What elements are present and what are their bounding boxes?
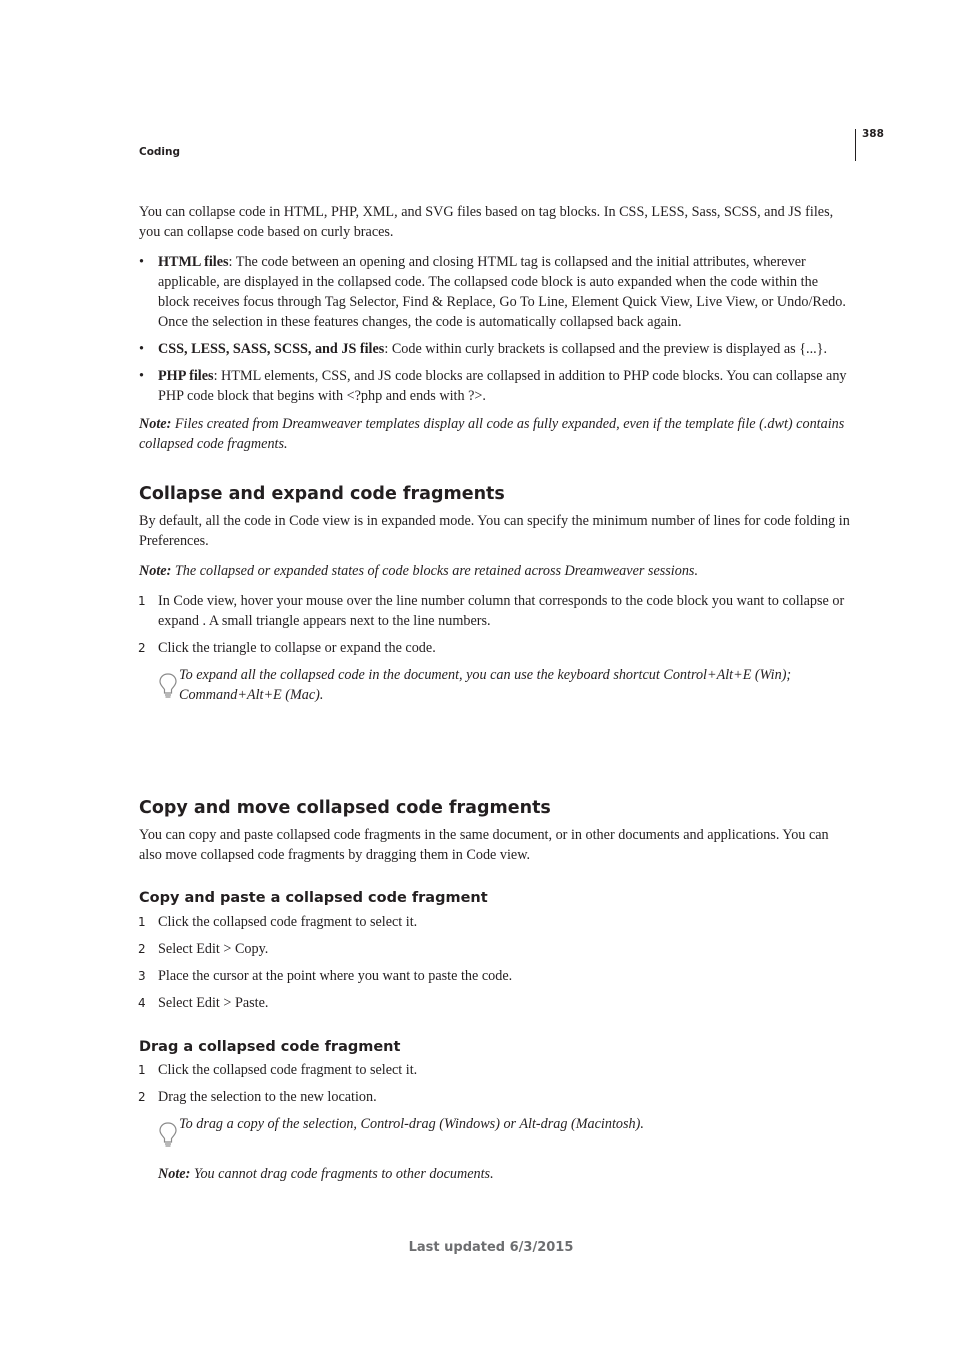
step-text: Select Edit > Copy. (158, 941, 269, 957)
bullet-text: : Code within curly brackets is collapsed and the preview is displayed as {...}. (384, 341, 828, 357)
step-text: Select Edit > Paste. (158, 995, 269, 1011)
note-text: Files created from Dreamweaver templates display all code as fully expanded, even if the template file (.dwt) contains collapsed code fragments. (139, 416, 845, 452)
note-label: Note: (158, 1166, 191, 1182)
section1-tip: To expand all the collapsed code in the document, you can use the keyboard shortcut Control+Alt+E (Win); Command+Alt+E (Mac). (179, 667, 792, 703)
step-text: Click the collapsed code fragment to select it. (158, 914, 418, 930)
bullet-text: : HTML elements, CSS, and JS code blocks are collapsed in addition to PHP code blocks. You can collapse any PHP code block that begins with <?php and ends with ?>. (158, 368, 847, 404)
section2-tip: To drag a copy of the selection, Control-drag (Windows) or Alt-drag (Macintosh). (179, 1116, 644, 1132)
note-text: The collapsed or expanded states of code blocks are retained across Dreamweaver sessions. (171, 563, 698, 579)
note-label: Note: (139, 416, 172, 432)
page-number: 388 (862, 128, 884, 140)
step-number: 3 (138, 969, 146, 983)
step-number: 1 (138, 594, 146, 608)
step-text: Click the triangle to collapse or expand the code. (158, 640, 436, 656)
bullet-marker: • (139, 254, 144, 270)
section2-note (158, 1164, 851, 1184)
section-heading-copy-move: Copy and move collapsed code fragments (139, 798, 551, 818)
bullet-php-files (158, 366, 851, 406)
running-header-section: Coding (139, 146, 181, 158)
step-number: 4 (138, 996, 146, 1010)
step-number: 2 (138, 942, 146, 956)
bullet-html-files (158, 252, 851, 332)
bullet-term: HTML files (158, 254, 229, 270)
subheading-copy-paste: Copy and paste a collapsed code fragment (139, 890, 488, 906)
step-text: In Code view, hover your mouse over the line number column that corresponds to the code block you want to collapse or expand . A small triangle appears next to the line numbers. (158, 593, 845, 629)
bullet-term: CSS, LESS, SASS, SCSS, and JS files (158, 341, 385, 357)
step-number: 1 (138, 1063, 146, 1077)
step-text: Place the cursor at the point where you want to paste the code. (158, 968, 513, 984)
section1-paragraph: By default, all the code in Code view is in expanded mode. You can specify the minimum number of lines for code folding in Preferences. (139, 513, 850, 549)
step-text: Drag the selection to the new location. (158, 1089, 377, 1105)
section1-note (139, 561, 851, 581)
step-number: 2 (138, 1090, 146, 1104)
bullet-marker: • (139, 368, 144, 384)
header-divider (855, 129, 856, 161)
step-number: 1 (138, 915, 146, 929)
lightbulb-icon (158, 1121, 178, 1151)
subheading-drag: Drag a collapsed code fragment (139, 1039, 401, 1055)
last-updated-footer: Last updated 6/3/2015 (408, 1240, 574, 1255)
bullet-marker: • (139, 341, 144, 357)
step-text: Click the collapsed code fragment to select it. (158, 1062, 418, 1078)
bullet-text: : The code between an opening and closing HTML tag is collapsed and the initial attributes, wherever applicable, are displayed in the collapsed code. The collapsed code block is auto expanded when the code within the block receives focus through Tag Selector, Find & Replace, Go To Line, Element Quick View, Live View, or Undo/Redo. Once the selection in these features changes, the code is automatically collapsed back again. (158, 254, 846, 330)
section2-paragraph: You can copy and paste collapsed code fragments in the same document, or in other documents and applications. You can also move collapsed code fragments by dragging them in Code view. (139, 827, 829, 863)
note-text: You cannot drag code fragments to other documents. (190, 1166, 494, 1182)
lightbulb-icon (158, 672, 178, 702)
bullet-css-files (158, 339, 851, 359)
intro-paragraph: You can collapse code in HTML, PHP, XML, and SVG files based on tag blocks. In CSS, LESS, Sass, SCSS, and JS files, you can collapse code based on curly braces. (139, 204, 834, 240)
step-number: 2 (138, 641, 146, 655)
bullet-term: PHP files (158, 368, 214, 384)
note-label: Note: (139, 563, 172, 579)
section-heading-collapse-expand: Collapse and expand code fragments (139, 484, 505, 504)
intro-note (139, 414, 851, 454)
